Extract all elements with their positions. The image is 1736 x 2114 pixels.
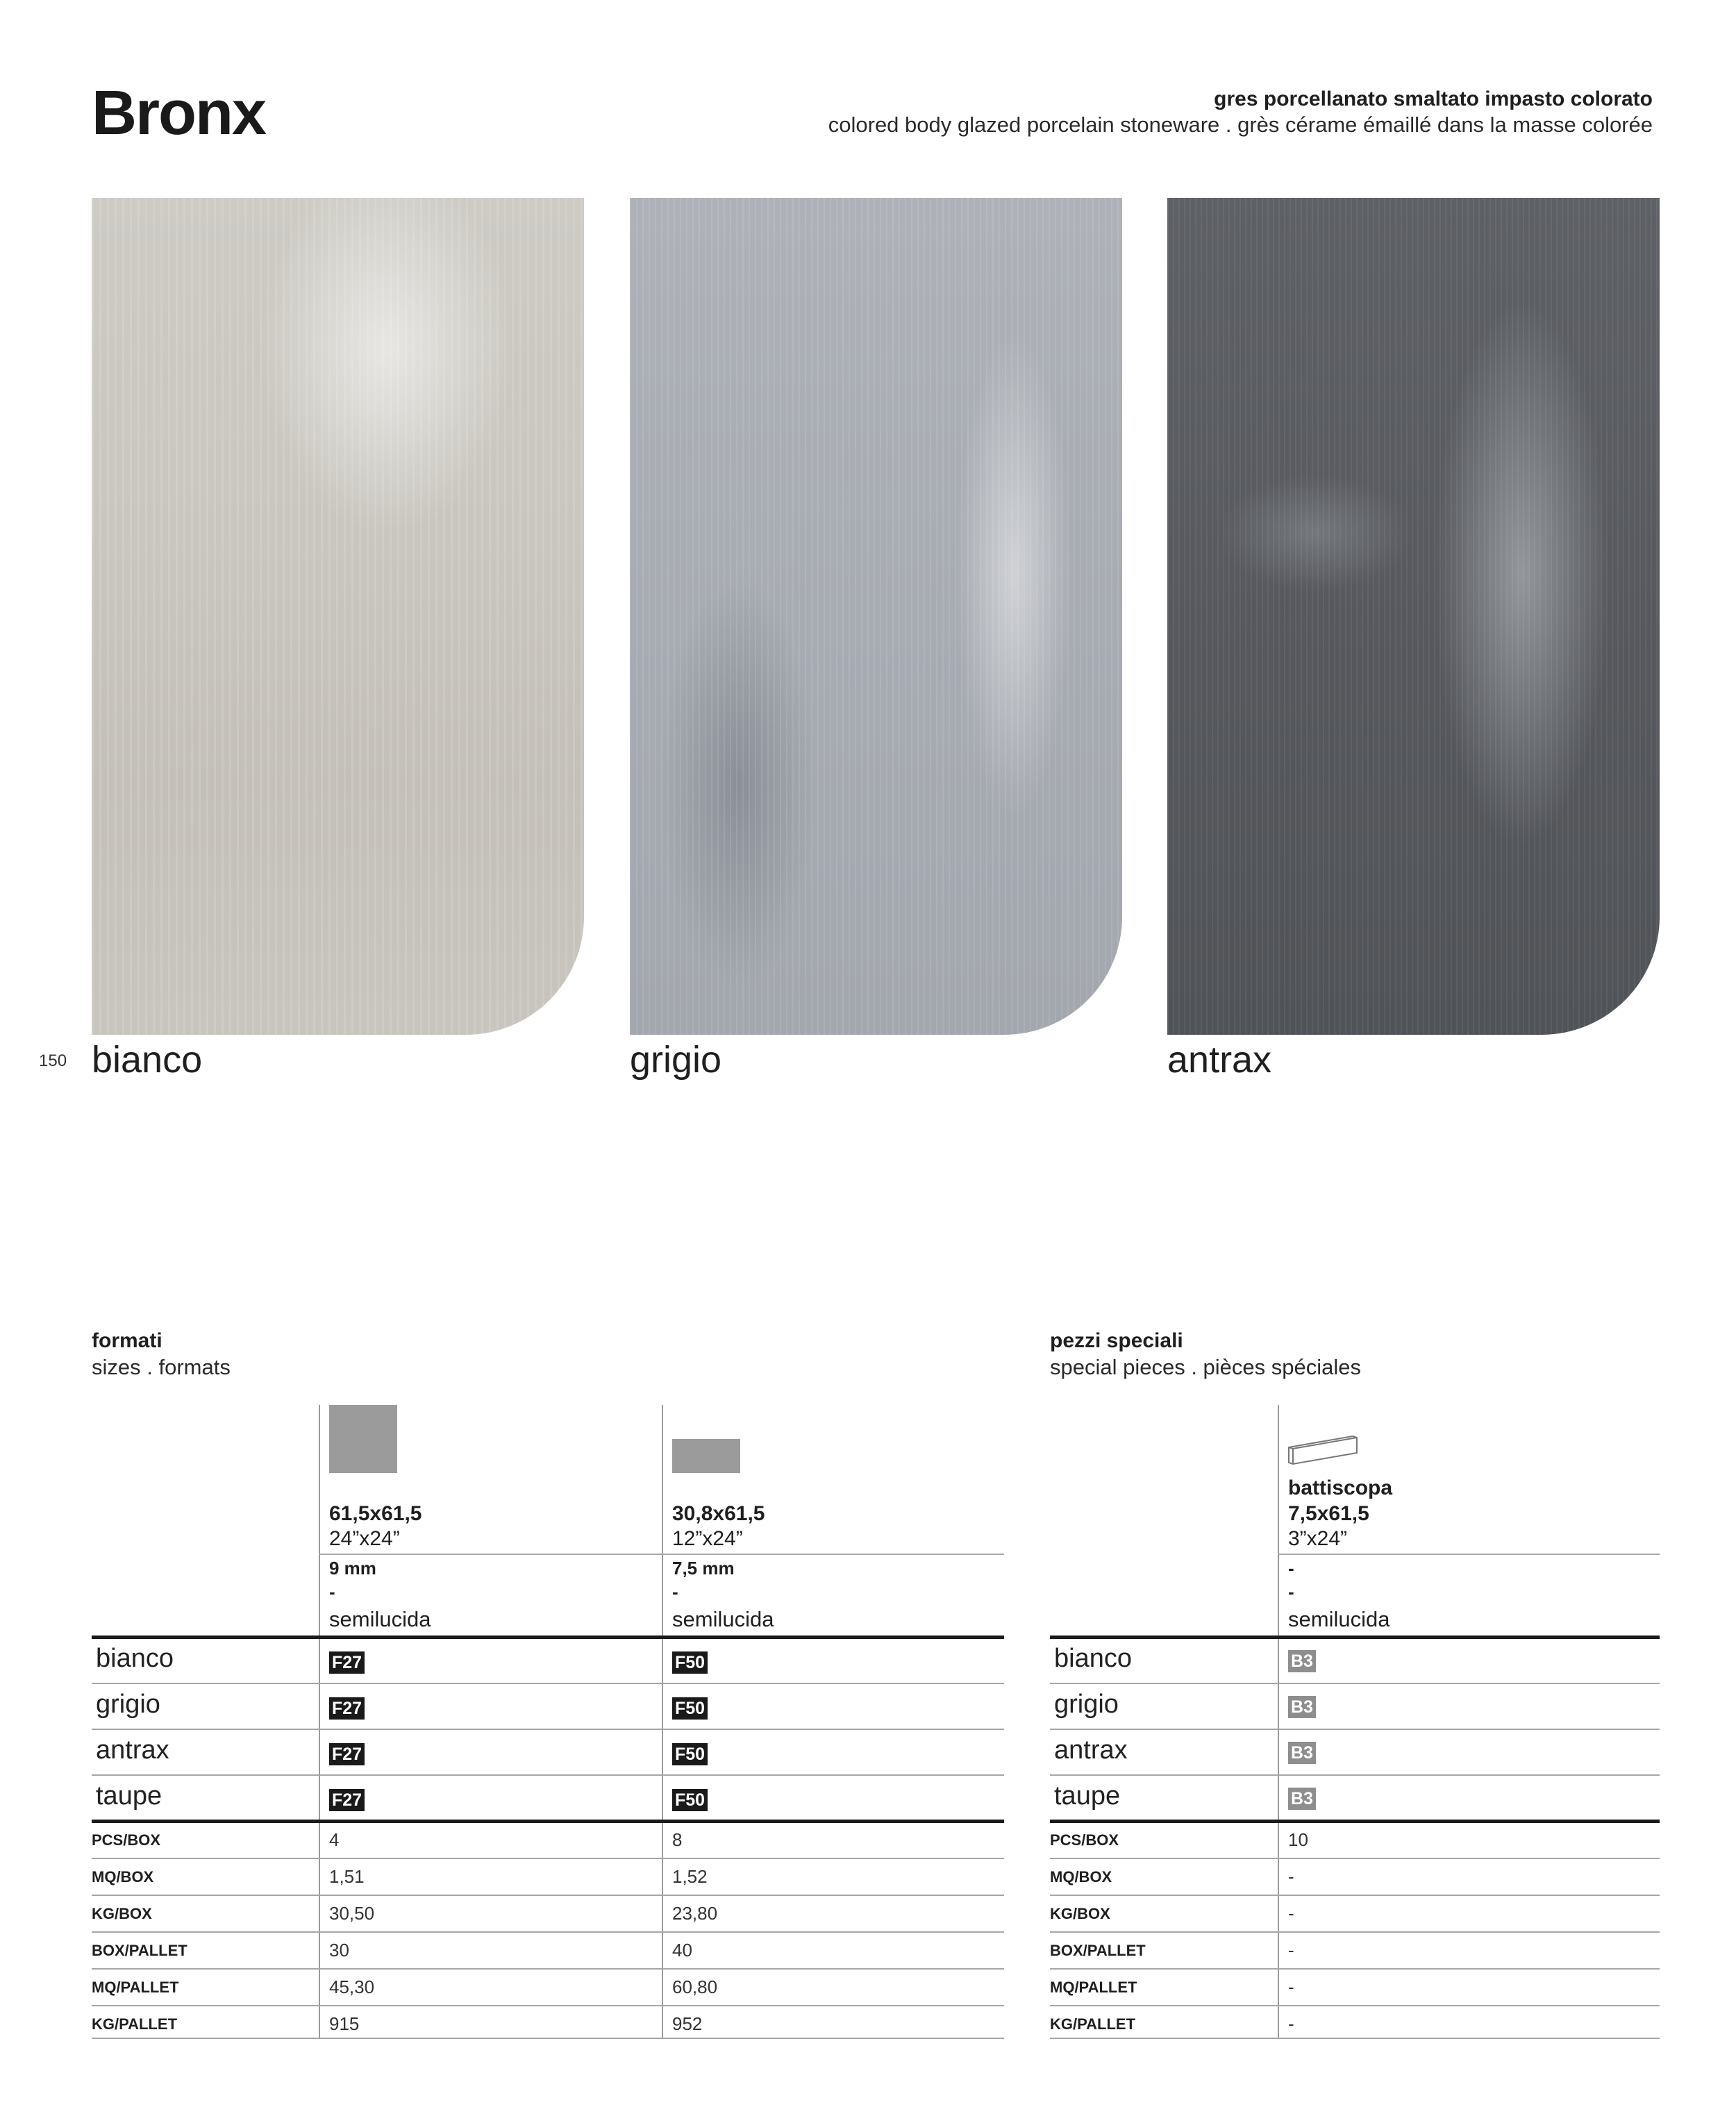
packaging-label: KG/BOX (92, 1905, 152, 1922)
formats-header-divider (319, 1554, 1004, 1555)
row-divider (92, 2038, 1004, 2039)
format-1-size: 61,5x61,5 (329, 1502, 422, 1525)
formats-row-name: antrax (96, 1736, 169, 1765)
packaging-value: 45,30 (329, 1976, 375, 1997)
special-row-name: bianco (1054, 1644, 1132, 1673)
packaging-value: 10 (1288, 1829, 1308, 1850)
format-1-finish: semilucida (329, 1607, 431, 1631)
row-divider (92, 2005, 1004, 2006)
packaging-label: MQ/PALLET (92, 1979, 179, 1996)
packaging-label: BOX/PALLET (92, 1942, 187, 1959)
packaging-label: MQ/BOX (1050, 1868, 1112, 1886)
format-1-thickness: 9 mm (329, 1558, 376, 1579)
packaging-label: PCS/BOX (92, 1831, 161, 1849)
formats-row-name: bianco (96, 1644, 174, 1673)
row-divider (92, 1729, 1004, 1730)
swatch-bianco-image (92, 198, 584, 1035)
special-piece-thickness: - (1288, 1558, 1294, 1579)
row-divider (92, 1774, 1004, 1776)
subtitle-english-french: colored body glazed porcelain stoneware . grès cérame émaillé dans la masse colorée (828, 113, 1653, 137)
special-piece-size-inches: 3”x24” (1288, 1527, 1348, 1550)
code-badge: F27 (329, 1697, 365, 1720)
format-2-size-inches: 12”x24” (672, 1527, 743, 1550)
code-badge: F50 (672, 1789, 708, 1811)
packaging-value: 1,51 (329, 1866, 365, 1887)
packaging-label: BOX/PALLET (1050, 1942, 1146, 1959)
special-row-name: taupe (1054, 1781, 1121, 1811)
row-divider (92, 1968, 1004, 1970)
code-badge: F27 (329, 1651, 365, 1674)
format-2-finish: semilucida (672, 1607, 774, 1631)
row-divider (92, 1683, 1004, 1684)
row-divider (92, 1895, 1004, 1896)
page-title: Bronx (92, 78, 266, 148)
code-badge: F27 (329, 1743, 365, 1765)
packaging-rule (1050, 1820, 1660, 1823)
row-divider (1050, 1895, 1660, 1896)
code-badge: B3 (1288, 1696, 1316, 1718)
packaging-value: 952 (672, 2013, 703, 2034)
skirting-board-icon (1286, 1432, 1362, 1474)
code-badge: F50 (672, 1743, 708, 1765)
packaging-label: KG/PALLET (92, 2015, 178, 2033)
row-divider (1050, 1931, 1660, 1933)
packaging-value: - (1288, 1903, 1294, 1924)
format-2-size: 30,8x61,5 (672, 1502, 765, 1525)
packaging-value: 4 (329, 1829, 340, 1850)
format-1-edge: - (329, 1581, 335, 1602)
code-badge: B3 (1288, 1650, 1316, 1672)
packaging-value: 40 (672, 1940, 692, 1961)
packaging-value: 23,80 (672, 1903, 718, 1924)
swatch-antrax-image (1167, 198, 1660, 1035)
packaging-value: - (1288, 1976, 1294, 1997)
row-divider (1050, 1683, 1660, 1684)
code-badge: F27 (329, 1789, 365, 1811)
code-badge: B3 (1288, 1788, 1316, 1810)
packaging-label: MQ/BOX (92, 1868, 154, 1886)
row-divider (1050, 1968, 1660, 1970)
special-header-rule (1050, 1636, 1660, 1639)
special-pieces-subheading: special pieces . pièces spéciales (1050, 1355, 1362, 1379)
row-divider (92, 1858, 1004, 1859)
format-1-size-inches: 24”x24” (329, 1527, 400, 1550)
row-divider (1050, 2038, 1660, 2039)
row-divider (92, 1931, 1004, 1933)
code-badge: F50 (672, 1697, 708, 1720)
packaging-label: PCS/BOX (1050, 1831, 1119, 1849)
row-divider (1050, 1774, 1660, 1776)
special-piece-name: battiscopa (1288, 1476, 1393, 1499)
packaging-value: 60,80 (672, 1976, 718, 1997)
packaging-value: - (1288, 1866, 1294, 1887)
packaging-label: KG/PALLET (1050, 2015, 1136, 2033)
packaging-value: 915 (329, 2013, 360, 2034)
packaging-value: 8 (672, 1829, 683, 1850)
subtitle-italian: gres porcellanato smaltato impasto colorato (1214, 88, 1653, 110)
swatch-antrax-label: antrax (1167, 1039, 1272, 1081)
formats-heading: formati (92, 1329, 162, 1352)
packaging-rule (92, 1820, 1004, 1823)
page-number: 150 (39, 1051, 67, 1070)
packaging-value: - (1288, 2013, 1294, 2034)
row-divider (1050, 2005, 1660, 2006)
packaging-value: 30,50 (329, 1903, 375, 1924)
packaging-label: MQ/PALLET (1050, 1979, 1137, 1996)
format-2-thickness: 7,5 mm (672, 1558, 735, 1579)
formats-subheading: sizes . formats (92, 1355, 231, 1379)
code-badge: B3 (1288, 1742, 1316, 1764)
code-badge: F50 (672, 1651, 708, 1674)
swatch-grigio-image (630, 198, 1122, 1035)
special-row-name: antrax (1054, 1736, 1128, 1765)
special-column-divider (1278, 1405, 1279, 2038)
packaging-value: - (1288, 1940, 1294, 1961)
swatch-grigio-label: grigio (630, 1039, 722, 1081)
row-divider (1050, 1729, 1660, 1730)
special-pieces-heading: pezzi speciali (1050, 1329, 1183, 1352)
square-tile-icon (329, 1405, 397, 1473)
special-piece-edge: - (1288, 1581, 1294, 1602)
packaging-label: KG/BOX (1050, 1905, 1110, 1922)
rectangle-tile-icon (672, 1439, 740, 1473)
formats-header-rule (92, 1636, 1004, 1639)
formats-column-divider-1 (319, 1405, 320, 2038)
formats-row-name: grigio (96, 1690, 160, 1719)
special-piece-finish: semilucida (1288, 1607, 1390, 1631)
packaging-value: 30 (329, 1940, 349, 1961)
row-divider (1050, 1858, 1660, 1859)
swatch-bianco-label: bianco (92, 1039, 203, 1081)
special-piece-size: 7,5x61,5 (1288, 1502, 1369, 1525)
formats-column-divider-2 (662, 1405, 663, 2038)
format-2-edge: - (672, 1581, 678, 1602)
special-header-divider (1278, 1554, 1660, 1555)
formats-row-name: taupe (96, 1781, 162, 1811)
special-row-name: grigio (1054, 1690, 1119, 1719)
packaging-value: 1,52 (672, 1866, 708, 1887)
